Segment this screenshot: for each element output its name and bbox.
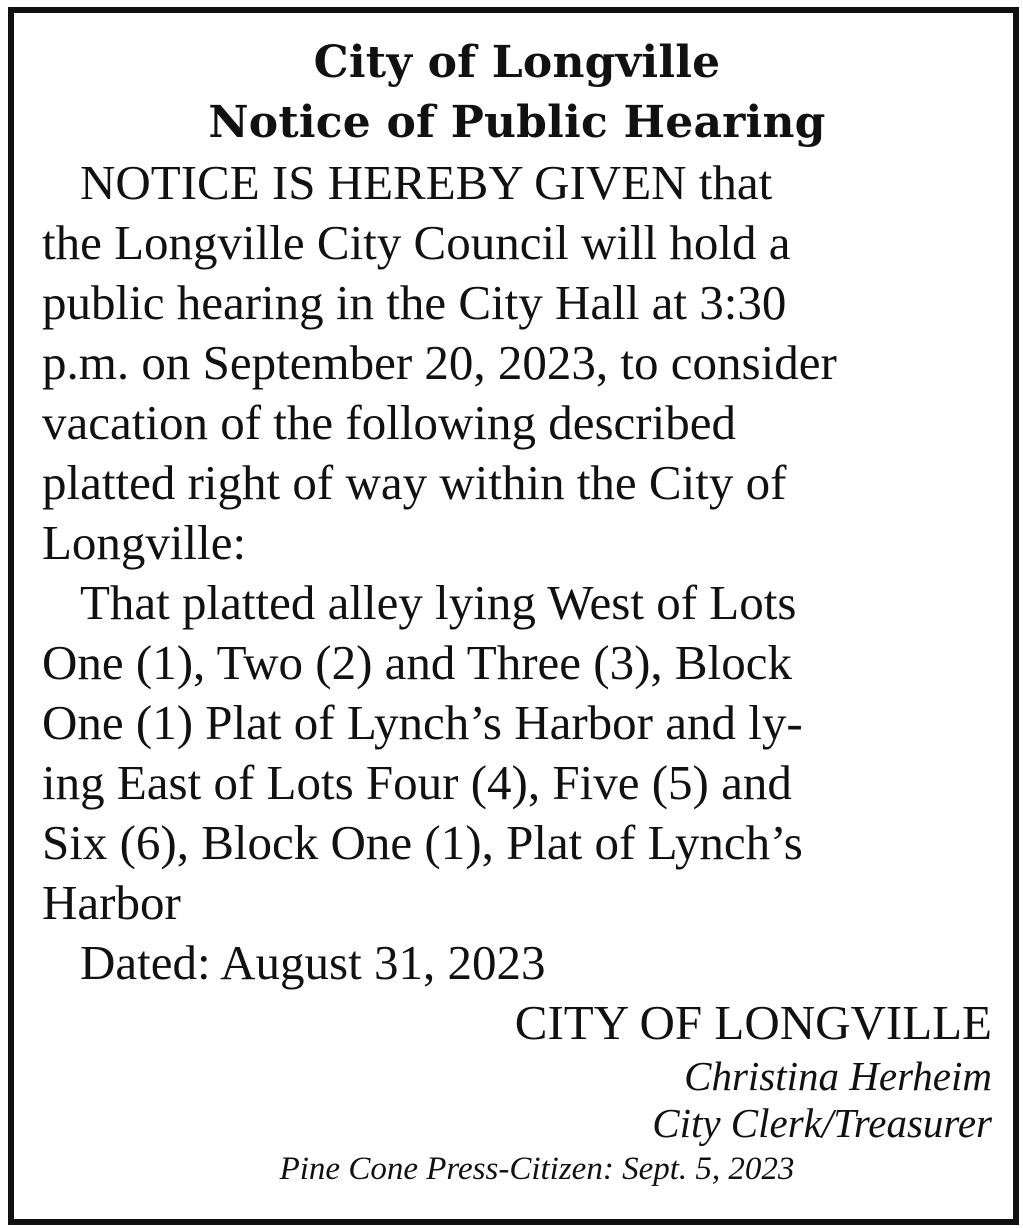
paragraph-line: the Longville City Council will hold a xyxy=(42,215,791,270)
title-line-city: City of Longville xyxy=(313,37,721,88)
signature-role: City Clerk/Treasurer xyxy=(652,1100,992,1146)
dated-line: Dated: August 31, 2023 xyxy=(80,935,546,990)
paragraph-line: Longville: xyxy=(42,515,247,570)
paragraph-line: platted right of way within the City of xyxy=(42,455,787,510)
paragraph-line: ing East of Lots Four (4), Five (5) and xyxy=(42,755,792,810)
paragraph-line: NOTICE IS HEREBY GIVEN that xyxy=(80,155,773,210)
notice-paragraph-legal-description xyxy=(42,573,992,933)
paragraph-line: Harbor xyxy=(42,875,181,930)
notice-paragraph-hearing xyxy=(42,153,992,573)
notice-border xyxy=(8,7,1019,1225)
publication-line: Pine Cone Press-Citizen: Sept. 5, 2023 xyxy=(279,1151,795,1187)
paragraph-line: Six (6), Block One (1), Plat of Lynch’s xyxy=(42,815,803,870)
notice-dated xyxy=(42,933,992,993)
notice-title xyxy=(42,33,992,153)
paragraph-line: vacation of the following described xyxy=(42,395,736,450)
title-line-hearing: Notice of Public Hearing xyxy=(208,97,826,148)
notice-content xyxy=(42,33,992,1191)
paragraph-line: One (1) Plat of Lynch’s Harbor and ly- xyxy=(42,695,803,750)
paragraph-line: p.m. on September 20, 2023, to consider xyxy=(42,335,837,390)
signature-name: Christina Herheim xyxy=(684,1053,992,1099)
paragraph-line: One (1), Two (2) and Three (3), Block xyxy=(42,635,792,690)
signature-organization: CITY OF LONGVILLE xyxy=(514,995,992,1050)
paragraph-line: That platted alley lying West of Lots xyxy=(80,575,797,630)
paragraph-line: public hearing in the City Hall at 3:30 xyxy=(42,275,787,330)
